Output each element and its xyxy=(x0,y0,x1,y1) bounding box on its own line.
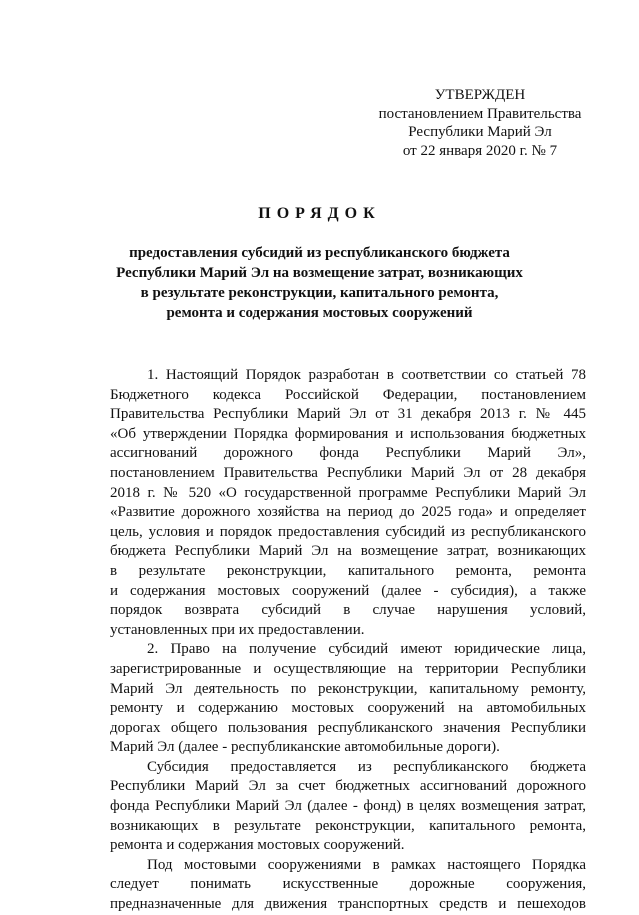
body-line: постановлением Правительства Республики Марий Эл от 28 декабря xyxy=(110,464,586,481)
body-line: Субсидия предоставляется из республиканского бюджета xyxy=(147,758,586,775)
body-line: цель, условия и порядок предоставления субсидий из республиканского xyxy=(110,523,586,540)
approval-date-line: от 22 января 2020 г. № 7 xyxy=(402,142,558,159)
body-line: Марий Эл деятельность по реконструкции, капитальному ремонту, xyxy=(110,680,586,697)
body-line: следует понимать искусственные дорожные сооружения, xyxy=(110,876,586,893)
body-line: порядок возврата субсидий в случае нарушения условий, xyxy=(110,602,586,619)
body-line: ассигнований дорожного фонда Республики Марий Эл», xyxy=(110,445,586,462)
document-body xyxy=(110,366,586,915)
document-title: ПОРЯДОК xyxy=(258,205,381,222)
body-line: возникающих в результате реконструкции, капитального ремонта, xyxy=(110,817,586,834)
body-line: в результате реконструкции, капитального ремонта, ремонта xyxy=(110,562,586,579)
body-line: «Развитие дорожного хозяйства на период до 2025 года» и определяет xyxy=(110,504,586,521)
body-line: 2018 г. № 520 «О государственной программе Республики Марий Эл xyxy=(110,484,586,501)
subtitle-line: в результате реконструкции, капитального ремонта, xyxy=(140,285,499,301)
body-line: ремонту и содержанию мостовых сооружений на автомобильных xyxy=(110,700,586,717)
body-line: зарегистрированные и осуществляющие на территории Республики xyxy=(110,660,586,677)
body-line: Бюджетного кодекса Российской Федерации, постановлением xyxy=(110,386,586,403)
body-line: «Об утверждении Порядка формирования и использования бюджетных xyxy=(110,425,586,442)
approval-stamp xyxy=(355,86,605,160)
document-subtitle xyxy=(0,243,639,323)
approval-line: постановлением Правительства xyxy=(378,105,582,122)
body-line: фонда Республики Марий Эл (далее - фонд) в целях возмещения затрат, xyxy=(110,798,586,815)
subtitle-line: предоставления субсидий из республиканского бюджета xyxy=(129,245,510,261)
approval-line: Республики Марий Эл xyxy=(408,124,552,140)
body-line: и содержания мостовых сооружений (далее - субсидия), а также xyxy=(110,582,586,599)
body-line: предназначенные для движения транспортных средств и пешеходов xyxy=(110,896,586,913)
approval-heading: УТВЕРЖДЕН xyxy=(434,87,526,103)
body-line: бюджета Республики Марий Эл на возмещение затрат, возникающих xyxy=(110,543,586,560)
body-line: 2. Право на получение субсидий имеют юридические лица, xyxy=(147,641,586,658)
body-line: ремонта и содержания мостовых сооружений. xyxy=(110,837,405,854)
body-line: Республики Марий Эл за счет бюджетных ассигнований дорожного xyxy=(110,778,586,795)
subtitle-line: ремонта и содержания мостовых сооружений xyxy=(166,305,473,321)
body-line: Марий Эл (далее - республиканские автомобильные дороги). xyxy=(110,739,500,756)
subtitle-line: Республики Марий Эл на возмещение затрат, возникающих xyxy=(116,265,523,281)
body-line: установленных при их предоставлении. xyxy=(110,621,365,638)
body-line: дорогах общего пользования республиканского значения Республики xyxy=(110,719,586,736)
body-line: Под мостовыми сооружениями в рамках настоящего Порядка xyxy=(147,856,586,873)
body-line: Правительства Республики Марий Эл от 31 декабря 2013 г. № 445 xyxy=(110,406,586,423)
body-line: 1. Настоящий Порядок разработан в соответствии со статьей 78 xyxy=(147,367,586,383)
